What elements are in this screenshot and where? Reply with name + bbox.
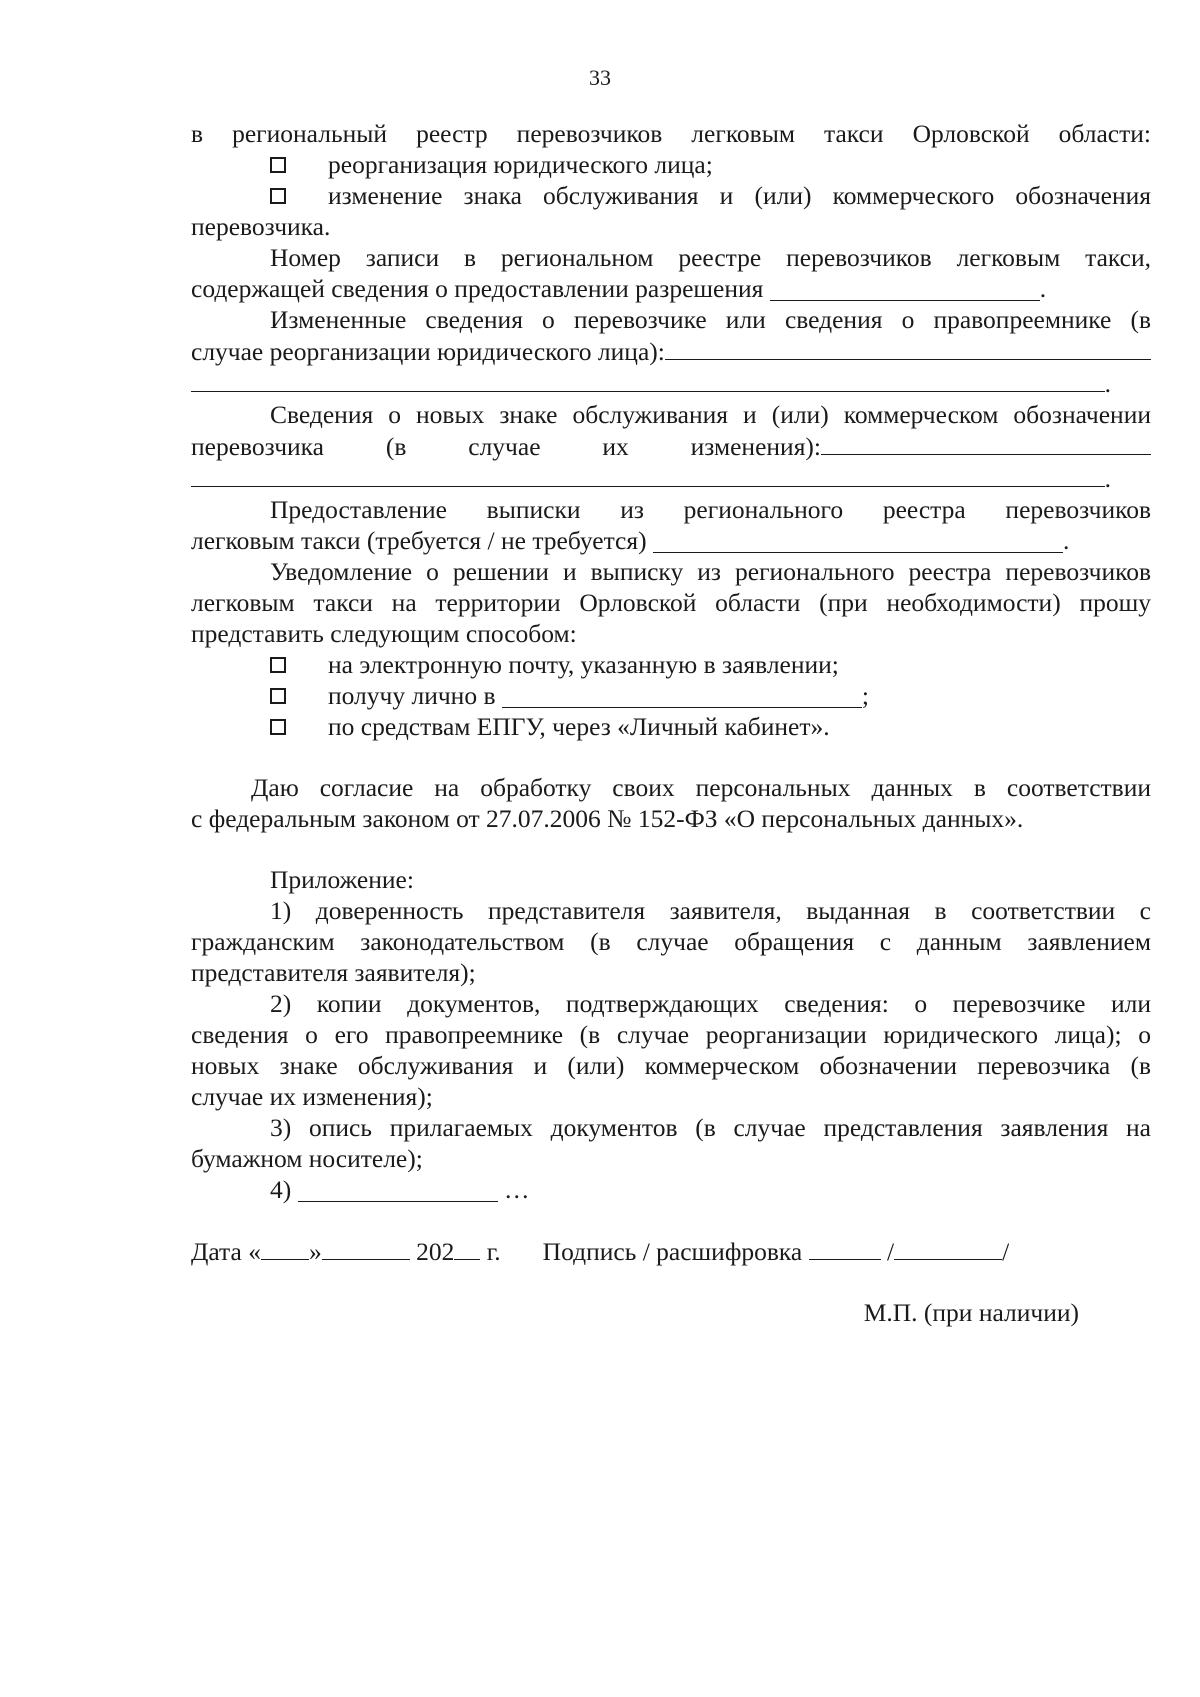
attachment-2-line1: 2) копии документов, подтверждающих сведения: о перевозчике или <box>270 989 1151 1018</box>
new-marks-line3: . <box>191 462 1151 494</box>
checkbox[interactable] <box>270 157 286 173</box>
signature-field[interactable] <box>809 1235 881 1260</box>
record-number-line1: Номер записи в региональном реестре перевозчиков легковым такси, <box>270 243 1151 272</box>
extract-line2: легковым такси (требуется / не требуется) . <box>191 526 1070 555</box>
stamp-note: М.П. (при наличии) <box>863 1298 1079 1327</box>
record-number-line2: содержащей сведения о предоставлении разрешения . <box>191 274 1047 303</box>
changed-info-line1: Измененные сведения о перевозчике или сведения о правопреемнике (в <box>270 305 1151 334</box>
extract-line1: Предоставление выписки из регионального реестра перевозчиков <box>270 495 1151 524</box>
option-reorganization[interactable]: реорганизация юридического лица; <box>191 149 1151 180</box>
checkbox[interactable] <box>270 688 286 704</box>
checkbox[interactable] <box>270 719 286 735</box>
changed-info-line3: . <box>191 367 1151 399</box>
attachment-4: 4) … <box>270 1175 530 1204</box>
attachment-4-field[interactable] <box>298 1177 498 1202</box>
consent-line1: Даю согласие на обработку своих персональных данных в соответствии <box>251 773 1151 802</box>
changed-info-field[interactable] <box>665 335 1151 360</box>
attachment-3-line1: 3) опись прилагаемых документов (в случае представления заявления на <box>270 1113 1151 1142</box>
delivery-epgu[interactable]: по средствам ЕПГУ, через «Личный кабинет». <box>191 711 1151 742</box>
changed-info-line2: случае реорганизации юридического лица): <box>191 335 1151 367</box>
checkbox[interactable] <box>270 188 286 204</box>
attachment-1-line1: 1) доверенность представителя заявителя, выданная в соответствии с <box>270 896 1151 925</box>
name-field[interactable] <box>894 1235 1002 1260</box>
attachment-1-line3: представителя заявителя); <box>191 958 476 987</box>
consent-line2: с федеральным законом от 27.07.2006 № 152-ФЗ «О персональных данных». <box>191 804 1024 833</box>
delivery-in-person[interactable]: получу лично в ; <box>191 680 1151 711</box>
attachment-3-line2: бумажном носителе); <box>191 1144 423 1173</box>
option-mark-change[interactable]: изменение знака обслуживания и (или) коммерческого обозначения <box>191 180 1151 211</box>
option-tail: перевозчика. <box>191 212 331 241</box>
attachments-title: Приложение: <box>270 865 414 894</box>
attachment-1-line2: гражданским законодательством (в случае обращения с данным заявлением <box>191 927 1151 956</box>
new-marks-field-2[interactable] <box>191 462 1105 487</box>
new-marks-line1: Сведения о новых знаке обслуживания и (или) коммерческом обозначении <box>270 400 1151 429</box>
new-marks-field[interactable] <box>821 430 1151 455</box>
attachment-2-line4: случае их изменения); <box>191 1082 433 1111</box>
new-marks-line2: перевозчика (в случае их изменения): <box>191 430 1151 462</box>
attachment-2-line3: новых знаке обслуживания и (или) коммерческом обозначении перевозчика (в <box>191 1051 1151 1080</box>
in-person-field[interactable] <box>502 683 862 708</box>
extract-field[interactable] <box>653 528 1063 553</box>
signature-row: Дата « » 202 г. Подпись / расшифровка / / <box>191 1237 1010 1266</box>
delivery-email[interactable]: на электронную почту, указанную в заявлении; <box>191 649 1151 680</box>
record-number-field[interactable] <box>770 276 1040 301</box>
intro-line: в региональный реестр перевозчиков легковым такси Орловской области: <box>191 119 1151 148</box>
form-body <box>191 118 1151 1328</box>
page-number: 33 <box>589 65 611 90</box>
month-field[interactable] <box>322 1235 410 1260</box>
checkbox[interactable] <box>270 657 286 673</box>
attachment-2-line2: сведения о его правопреемнике (в случае реорганизации юридического лица); о <box>191 1020 1151 1049</box>
changed-info-field-2[interactable] <box>191 367 1105 392</box>
notification-line1: Уведомление о решении и выписку из регионального реестра перевозчиков <box>270 557 1151 586</box>
notification-line2: легковым такси на территории Орловской области (при необходимости) прошу <box>191 588 1151 617</box>
day-field[interactable] <box>261 1235 309 1260</box>
notification-line3: представить следующим способом: <box>191 619 577 648</box>
year-field[interactable] <box>454 1235 480 1260</box>
